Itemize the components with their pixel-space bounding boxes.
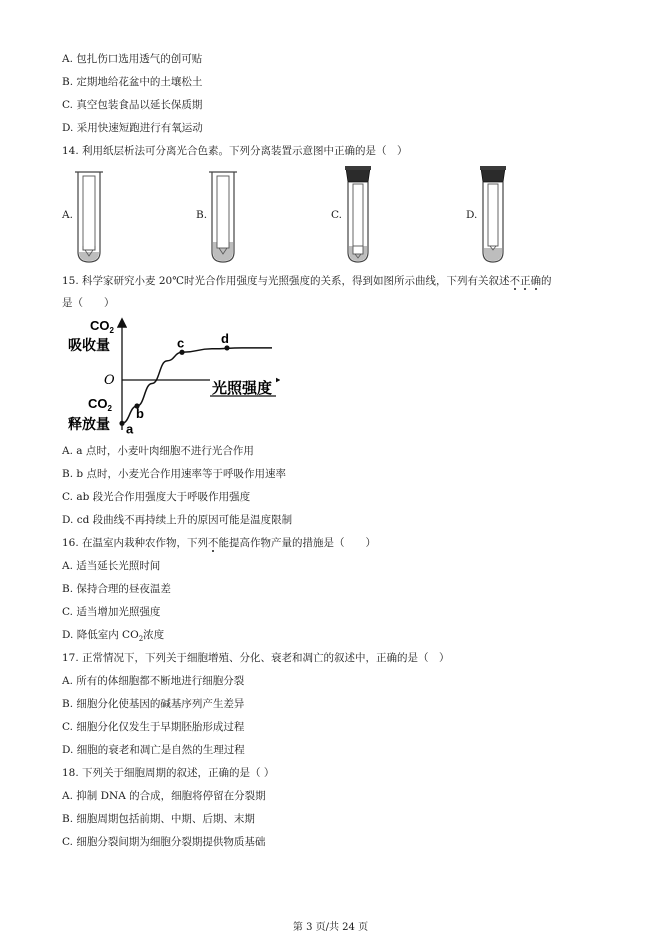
q18-option-b: B. 细胞周期包括前期、中期、后期、末期 <box>62 813 255 825</box>
ylabel-bot-co: $CO_2$ <box>88 396 112 413</box>
q15-option-c: C. ab 段光合作用强度大于呼吸作用强度 <box>62 491 251 503</box>
q17-option-c: C. 细胞分化仅发生于早期胚胎形成过程 <box>62 721 245 733</box>
q15-stem <box>62 274 551 288</box>
q14-label-b: B. <box>196 209 208 221</box>
q13-option-b: B. 定期地给花盆中的土壤松土 <box>62 76 203 88</box>
q16-option-b: B. 保持合理的昼夜温差 <box>62 583 171 595</box>
q16-option-a: A. 适当延长光照时间 <box>62 560 161 572</box>
q14-label-c: C. <box>331 209 342 221</box>
label-d: d <box>221 330 229 346</box>
q14-stem: 14. 利用纸层析法可分离光合色素。下列分离装置示意图中正确的是（ ） <box>62 145 408 157</box>
point-a <box>119 421 124 426</box>
q16-option-d-post: 浓度 <box>143 629 165 641</box>
q16-option-d <box>62 628 164 646</box>
q15-emphasis-1: 不 <box>509 275 520 287</box>
q17-option-d: D. 细胞的衰老和凋亡是自然的生理过程 <box>62 744 245 756</box>
q18-stem: 18. 下列关于细胞周期的叙述，正确的是（ ） <box>62 767 275 779</box>
q14-tube-d <box>478 164 508 266</box>
q17-stem: 17. 正常情况下，下列关于细胞增殖、分化、衰老和凋亡的叙述中，正确的是（ ） <box>62 652 450 664</box>
q14-tube-b <box>208 166 238 266</box>
q15-stem-post: 的 <box>540 275 552 287</box>
ylabel-top-co: $CO_2$ <box>90 318 114 335</box>
point-d <box>224 345 229 350</box>
q18-option-a: A. 抑制 DNA 的合成，细胞将停留在分裂期 <box>62 790 266 802</box>
q15-emphasis-3: 确 <box>530 275 541 287</box>
label-b: b <box>136 406 144 421</box>
origin-label: O <box>104 373 115 388</box>
q15-stem-line2: 是（ ） <box>62 297 115 309</box>
xlabel: 光照强度 <box>212 379 273 397</box>
ylabel-bot: 释放量 <box>68 417 110 433</box>
ylabel-top: 吸收量 <box>68 338 110 354</box>
q16-emphasis: 不 <box>208 537 219 549</box>
q16-stem-post: 能提高作物产量的措施是（ ） <box>218 537 377 549</box>
q13-option-d: D. 采用快速短跑进行有氧运动 <box>62 122 203 134</box>
q14-label-d: D. <box>466 209 478 221</box>
q16-stem-pre: 16. 在温室内栽种农作物，下列 <box>62 537 209 549</box>
q18-option-c: C. 细胞分裂间期为细胞分裂期提供物质基础 <box>62 836 266 848</box>
q13-option-a: A. 包扎伤口选用透气的创可贴 <box>62 53 203 65</box>
label-a: a <box>126 421 134 434</box>
q15-option-d: D. cd 段曲线不再持续上升的原因可能是温度限制 <box>62 514 293 526</box>
q15-emphasis-2: 正 <box>519 275 531 287</box>
q14-tube-c <box>343 164 373 266</box>
q15-option-a: A. a 点时，小麦叶肉细胞不进行光合作用 <box>62 445 254 457</box>
q15-stem-pre: 15. 科学家研究小麦 20℃时光合作用强度与光照强度的关系，得到如图所示曲线，下列有关叙述 <box>62 275 510 287</box>
q16-option-c: C. 适当增加光照强度 <box>62 606 161 618</box>
q16-stem <box>62 536 376 550</box>
q16-option-d-sub: 2 <box>138 635 144 644</box>
q17-option-a: A. 所有的体细胞都不断地进行细胞分裂 <box>62 675 245 687</box>
label-c: c <box>177 335 185 351</box>
q15-option-b: B. b 点时，小麦光合作用速率等于呼吸作用速率 <box>62 468 286 480</box>
q15-chart <box>60 316 280 434</box>
q14-label-a: A. <box>62 209 73 221</box>
point-c <box>179 350 184 355</box>
q14-tube-a <box>74 166 104 266</box>
q17-option-b: B. 细胞分化使基因的碱基序列产生差异 <box>62 698 245 710</box>
q13-option-c: C. 真空包装食品以延长保质期 <box>62 99 203 111</box>
q16-option-d-pre: D. 降低室内 CO <box>62 629 139 641</box>
page-footer: 第 3 页/共 24 页 <box>292 922 369 933</box>
